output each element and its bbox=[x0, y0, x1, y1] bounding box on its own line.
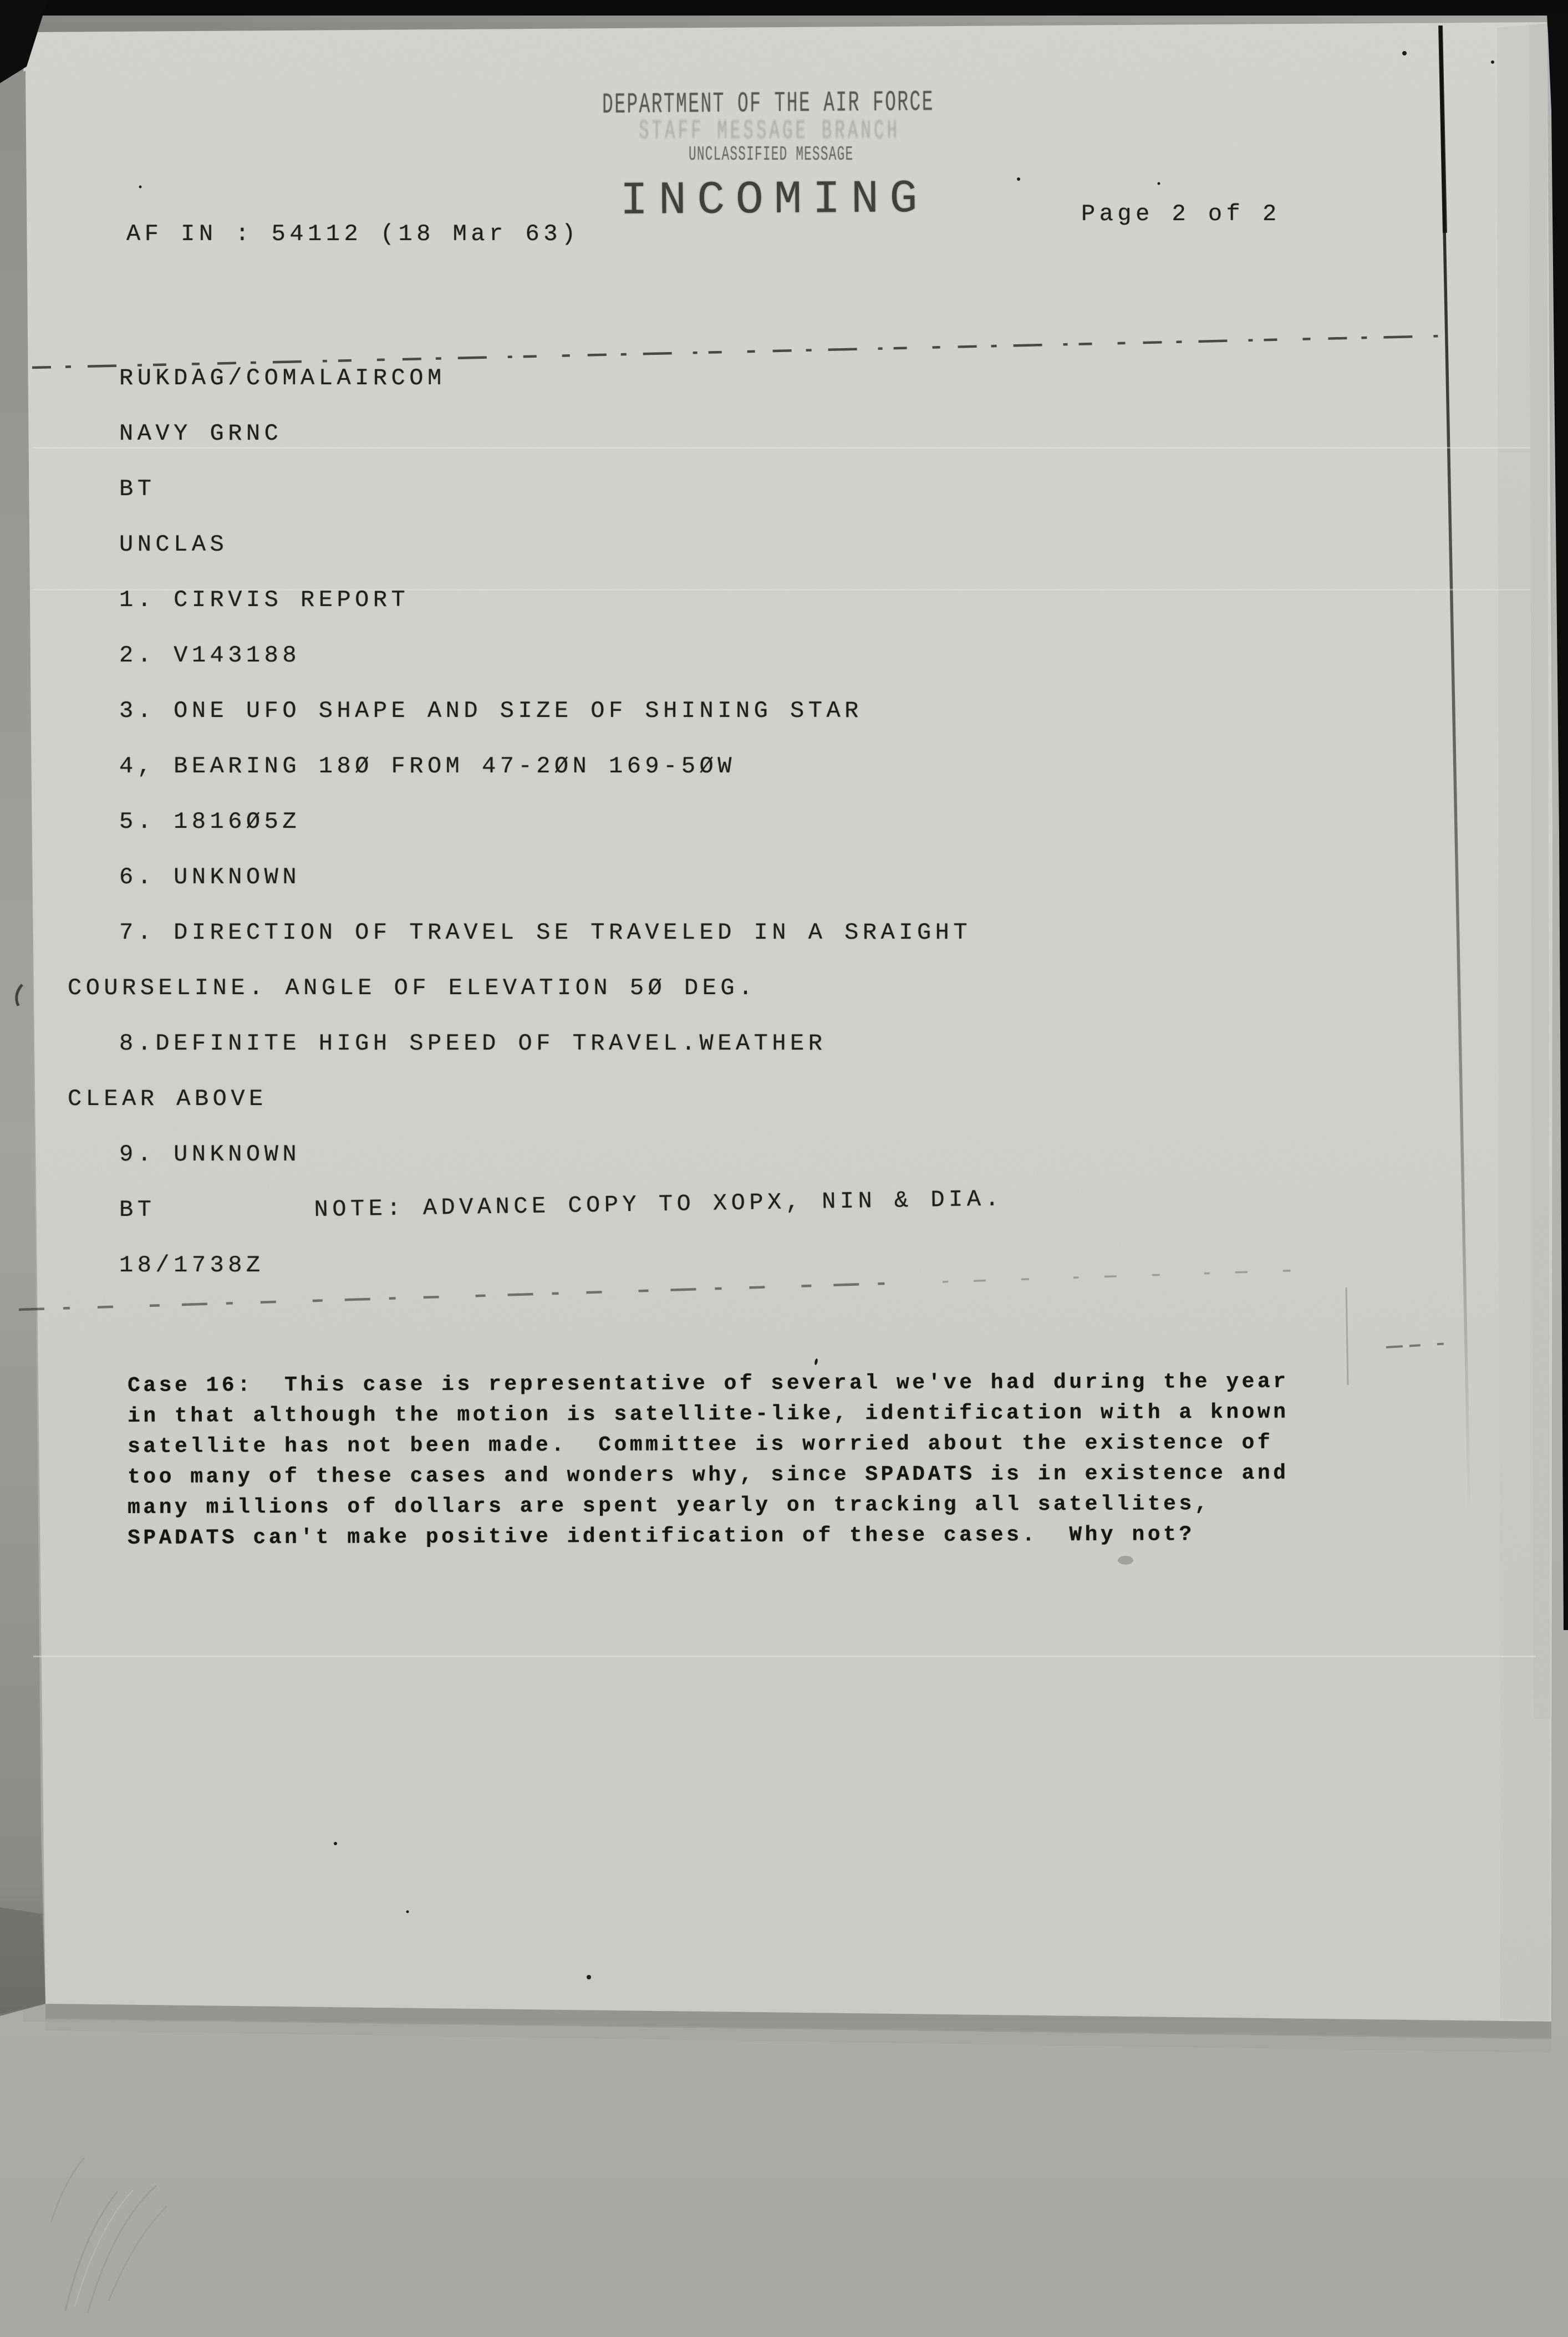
message-line: 7. DIRECTION OF TRAVEL SE TRAVELED IN A SRAIGHT bbox=[119, 919, 972, 946]
message-line: 3. ONE UFO SHAPE AND SIZE OF SHINING STAR bbox=[119, 697, 863, 724]
message-line: COURSELINE. ANGLE OF ELEVATION 5Ø DEG. bbox=[68, 975, 757, 1001]
message-line: 5. 1816Ø5Z bbox=[119, 808, 301, 835]
case-note-line: satellite has not been made. Committee is worried about the existence of bbox=[128, 1430, 1274, 1459]
message-line: BT NOTE: ADVANCE COPY TO XOPX, NIN & DIA. bbox=[119, 1185, 1004, 1223]
message-line: RUKDAG/COMALAIRCOM bbox=[119, 365, 446, 391]
message-line: 6. UNKNOWN bbox=[119, 864, 301, 890]
case-note-line: SPADATS can't make positive identification of these cases. Why not? bbox=[128, 1523, 1195, 1550]
message-id-line: AF IN : 54112 (18 Mar 63) bbox=[126, 221, 580, 247]
message-line: 18/1738Z bbox=[119, 1252, 264, 1279]
message-line: 8.DEFINITE HIGH SPEED OF TRAVEL.WEATHER bbox=[119, 1030, 827, 1057]
advance-copy-note: NOTE: ADVANCE COPY TO XOPX, NIN & DIA. bbox=[314, 1185, 1004, 1223]
message-line: CLEAR ABOVE bbox=[68, 1086, 267, 1112]
message-line: 1. CIRVIS REPORT bbox=[119, 587, 410, 613]
message-line: 4, BEARING 18Ø FROM 47-2ØN 169-5ØW bbox=[119, 753, 736, 780]
stamp-department-of-air-force: DEPARTMENT OF THE AIR FORCE bbox=[602, 86, 935, 121]
case-note-line: many millions of dollars are spent yearly on tracking all satellites, bbox=[128, 1492, 1211, 1520]
case-note-line: too many of these cases and wonders why, since SPADATS is in existence and bbox=[128, 1461, 1289, 1489]
message-line: 9. UNKNOWN bbox=[119, 1141, 301, 1168]
case-note-line: in that although the motion is satellite-like, identification with a known bbox=[128, 1400, 1289, 1428]
message-line: NAVY GRNC bbox=[119, 420, 283, 447]
stamp-staff-message-branch: STAFF MESSAGE BRANCH bbox=[639, 116, 900, 146]
message-line: 2. V143188 bbox=[119, 642, 301, 669]
message-line: UNCLAS bbox=[119, 531, 228, 558]
stamp-incoming: INCOMING bbox=[620, 173, 928, 228]
page-indicator: Page 2 of 2 bbox=[1081, 201, 1281, 227]
smudge-mark bbox=[1118, 1556, 1133, 1565]
stamp-unclassified-message: UNCLASSIFIED MESSAGE bbox=[689, 143, 854, 166]
message-line: BT bbox=[119, 476, 156, 502]
case-note-line: Case 16: This case is representative of several we've had during the year bbox=[128, 1369, 1289, 1398]
